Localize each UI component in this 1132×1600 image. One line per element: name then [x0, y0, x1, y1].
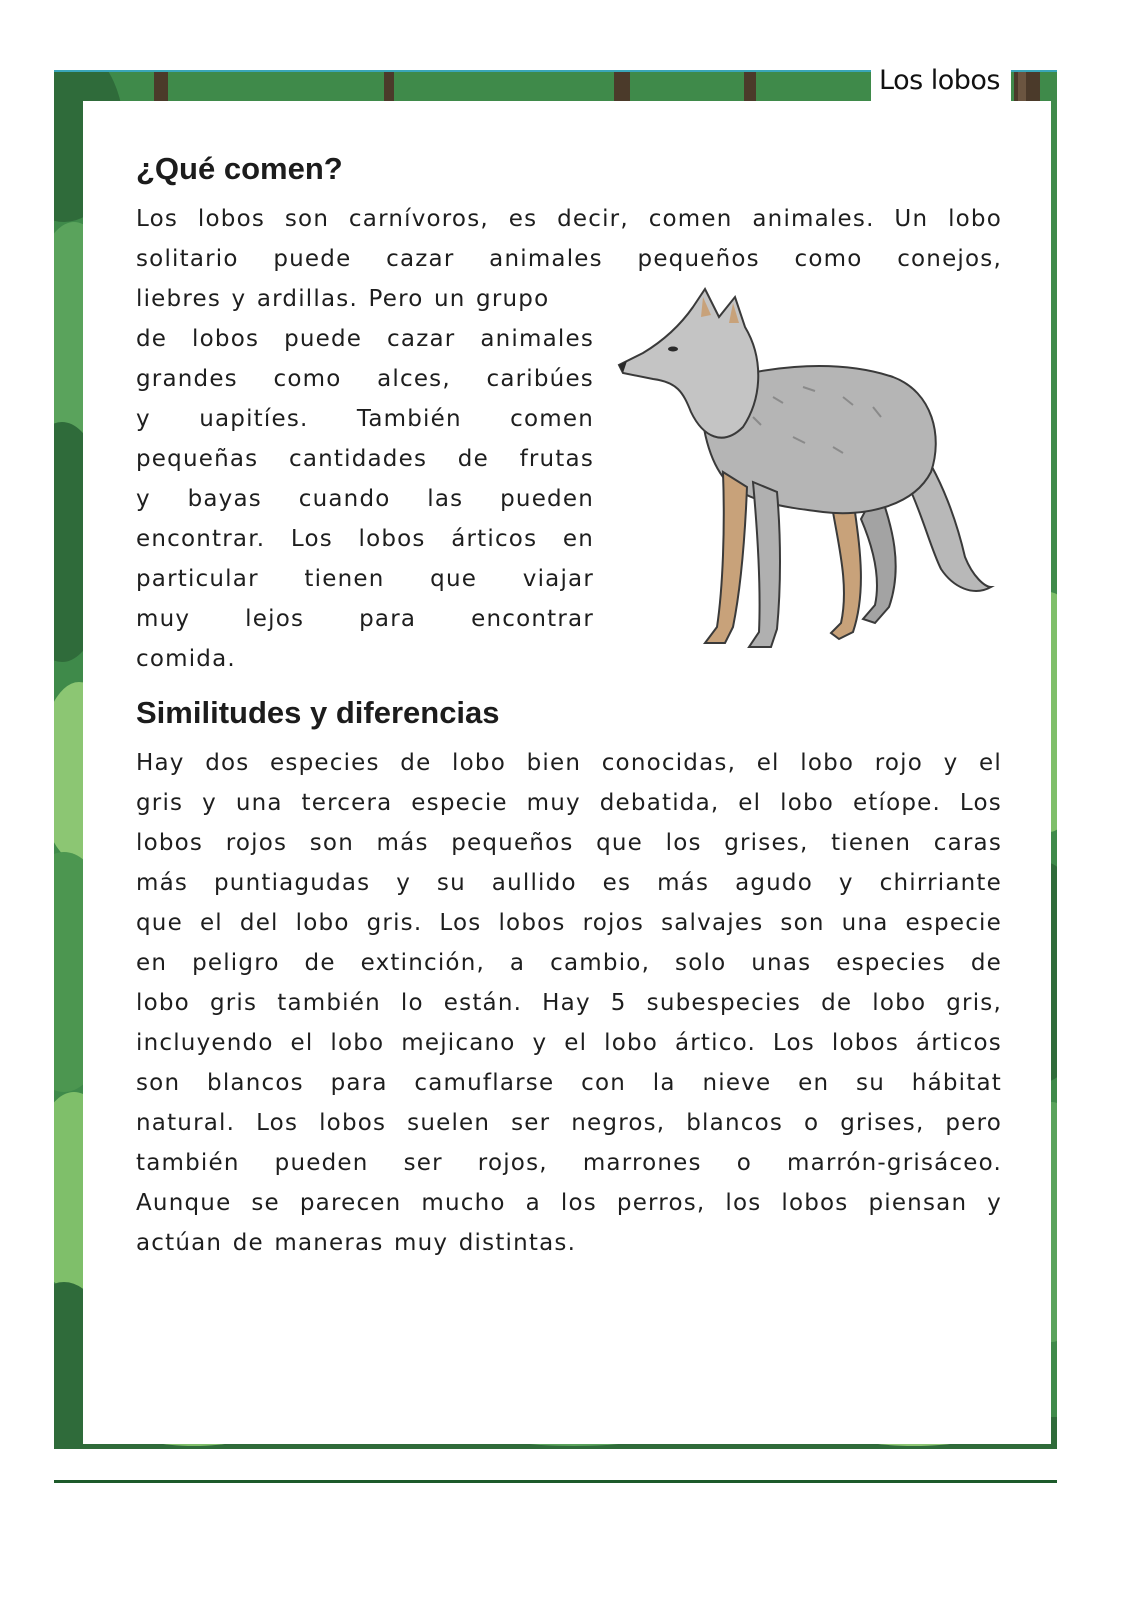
paragraph-similitudes	[136, 743, 1002, 1263]
heading-similitudes: Similitudes y diferencias	[136, 695, 500, 730]
footer-rule	[54, 1480, 1057, 1483]
paragraph-eat-intro	[136, 199, 1002, 279]
text-line: encontrar. Los lobos árticos en	[136, 526, 594, 552]
text-line: natural. Los lobos suelen ser negros, blancos o grises, pero	[136, 1110, 1002, 1136]
text-line: y bayas cuando las pueden	[136, 486, 594, 512]
text-line: también pueden ser rojos, marrones o marrón-grisáceo.	[136, 1150, 1002, 1176]
heading-que-comen: ¿Qué comen?	[136, 151, 343, 186]
text-line: son blancos para camuflarse con la nieve en su hábitat	[136, 1070, 1002, 1096]
text-line: actúan de maneras muy distintas.	[136, 1230, 577, 1256]
gray-wolf-illustration	[613, 287, 1003, 671]
text-line: particular tienen que viajar	[136, 566, 594, 592]
text-line: grandes como alces, caribúes	[136, 366, 594, 392]
text-line: liebres y ardillas. Pero un grupo	[136, 286, 550, 312]
paragraph-eat-wrapped	[136, 279, 594, 679]
text-line: pequeñas cantidades de frutas	[136, 446, 594, 472]
page-title: Los lobos	[879, 65, 1000, 96]
text-line: lobos rojos son más pequeños que los grises, tienen caras	[136, 830, 1002, 856]
page-title-tab	[871, 63, 1011, 101]
text-line: de lobos puede cazar animales	[136, 326, 594, 352]
text-line: Los lobos son carnívoros, es decir, comen animales. Un lobo	[136, 206, 1002, 232]
text-line: comida.	[136, 646, 236, 672]
text-line: que el del lobo gris. Los lobos rojos salvajes son una especie	[136, 910, 1002, 936]
text-line: más puntiagudas y su aullido es más agudo y chirriante	[136, 870, 1002, 896]
text-line: gris y una tercera especie muy debatida, el lobo etíope. Los	[136, 790, 1002, 816]
text-line: muy lejos para encontrar	[136, 606, 594, 632]
text-line: y uapitíes. También comen	[136, 406, 594, 432]
text-line: Aunque se parecen mucho a los perros, los lobos piensan y	[136, 1190, 1002, 1216]
text-line: solitario puede cazar animales pequeños como conejos,	[136, 246, 1002, 272]
content-panel	[83, 101, 1051, 1444]
text-line: Hay dos especies de lobo bien conocidas, el lobo rojo y el	[136, 750, 1002, 776]
text-line: incluyendo el lobo mejicano y el lobo ártico. Los lobos árticos	[136, 1030, 1002, 1056]
text-line: en peligro de extinción, a cambio, solo unas especies de	[136, 950, 1002, 976]
text-line: lobo gris también lo están. Hay 5 subespecies de lobo gris,	[136, 990, 1002, 1016]
